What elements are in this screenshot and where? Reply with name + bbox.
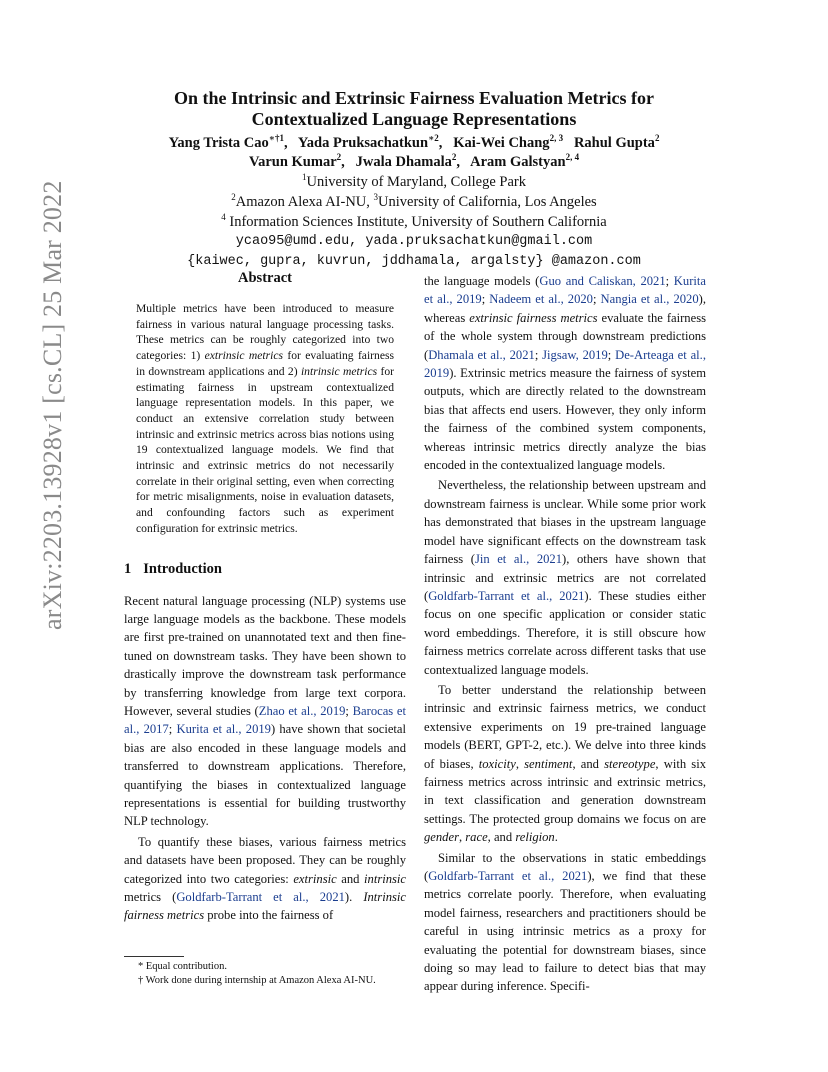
citation-link[interactable]: Jigsaw, 2019 (542, 347, 608, 362)
citation-link[interactable]: De-Arteaga et al., 2019 (424, 347, 706, 381)
citation-link[interactable]: Dhamala et al., 2021 (428, 347, 535, 362)
citation-link[interactable]: Nadeem et al., 2020 (489, 292, 593, 307)
left-column (124, 270, 406, 925)
citation-link[interactable]: Kurita et al., 2019 (424, 274, 706, 307)
author-list (100, 134, 728, 172)
abstract-text: Multiple metrics have been introduced to measure fairness in various natural language processing tasks. These metrics can be roughly categorized into two categories: 1) extrinsic metrics for evaluating fairness in downstream applications and 2) intrinsic metrics for estimating fairness in upstream contextualized language representation models. In this paper, we conduct an extensive correlation study between intrinsic and extrinsic metrics across bias notions using 19 contextualized language models. We find that intrinsic and extrinsic metrics do not necessarily correlate in their original setting, even when correcting for metric misalignments, noise in evaluation datasets, and confounding factors such as experiment configuration for extrinsic metrics. (136, 302, 394, 535)
citation-link[interactable]: Zhao et al., 2019 (258, 703, 346, 718)
email-line-1: ycao95@umd.edu, yada.pruksachatkun@gmail.com (235, 234, 593, 249)
citation-link[interactable]: Nangia et al., 2020 (600, 292, 699, 307)
abstract-heading: Abstract (238, 270, 292, 286)
footnote-1: * Equal contribution. (138, 961, 227, 972)
affiliation-3: $^4$ Information Sciences Institute, University of Southern California (221, 212, 607, 230)
citation-link[interactable]: Guo and Caliskan, 2021 (539, 274, 666, 288)
title-line-1: On the Intrinsic and Extrinsic Fairness Evaluation Metrics for (174, 88, 654, 108)
right-column (424, 272, 706, 996)
authors-line-1: Yang Trista Cao$^{∗\dagger 1}$, Yada Pruksachatkun$^{∗2}$, Kai-Wei Chang$^{2, 3}$ Rahul Gupta$^2$ (168, 133, 660, 151)
arxiv-identifier: arXiv:2203.13928v1 [cs.CL] 25 Mar 2022 (38, 180, 67, 630)
intro-paragraph-4: Nevertheless, the relationship between upstream and downstream fairness is unclear. While some prior work has demonstrated that biases in the upstream language model have significant effects on the downstream task fairness (Jin et al., 2021), others have shown that intrinsic and extrinsic metrics are not correlated (Goldfarb-Tarrant et al., 2021). These studies either focus on one specific application or consider static word embeddings. Therefore, it is still obscure how fairness metrics correlate across different tasks that use contextualized language models. (424, 478, 706, 677)
footnote-divider (124, 956, 184, 957)
authors-line-2: Varun Kumar$^2$, Jwala Dhamala$^2$, Aram Galstyan$^{2, 4}$ (248, 152, 580, 170)
paper-title (100, 88, 728, 130)
intro-paragraph-3: the language models (Guo and Caliskan, 2021; Kurita et al., 2019; Nadeem et al., 2020; Nangia et al., 2020), whereas extrinsic fairness metrics evaluate the fairness of the whole system through downstream predictions (Dhamala et al., 2021; Jigsaw, 2019; De-Arteaga et al., 2019). Extrinsic metrics measure the fairness of system outputs, which are directly related to the downstream bias that affects end users. However, they only inform the fairness of the combined system components, whereas intrinsic metrics directly analyze the bias encoded in the contextualized language models. (424, 274, 707, 473)
email-line-2: {kaiwec, gupra, kuvrun, jddhamala, argalsty} @amazon.com (187, 254, 641, 269)
affiliation-2: $^2$Amazon Alexa AI-NU, $^3$University of California, Los Angeles (231, 192, 597, 210)
section-heading: 1 Introduction (124, 560, 222, 577)
intro-paragraph-2: To quantify these biases, various fairness metrics and datasets have been proposed. They can be roughly categorized into two categories: extrinsic and intrinsic metrics (Goldfarb-Tarrant et al., 2021). Intrinsic fairness metrics probe into the fairness of (124, 834, 407, 923)
title-line-2: Contextualized Language Representations (251, 109, 577, 129)
citation-link[interactable]: Goldfarb-Tarrant et al., 2021 (176, 890, 345, 905)
intro-paragraph-1: Recent natural language processing (NLP) systems use large language models as the backbone. These models are first pre-trained on unannotated text and then fine-tuned on downstream tasks. They have been shown to drastically improve the downstream task performance by transferring knowledge from large text corpora. However, several studies (Zhao et al., 2019; Barocas et al., 2017; Kurita et al., 2019) have shown that societal bias are also encoded in these language models and transferred to downstream applications. Therefore, quantifying the biases in contextualized language representations is essential for building trustworthy NLP technology. (124, 593, 407, 829)
citation-link[interactable]: Goldfarb-Tarrant et al., 2021 (428, 588, 585, 603)
citation-link[interactable]: Kurita et al., 2019 (176, 722, 271, 737)
intro-paragraph-6: Similar to the observations in static embeddings (Goldfarb-Tarrant et al., 2021), we find that these metrics correlate poorly. Therefore, when evaluating model fairness, researchers and practitioners should be careful in using intrinsic metrics as a proxy for evaluating the potential for downstream biases, since doing so may lead to failure to detect bias that may appear during inference. Specifi- (424, 850, 706, 994)
footnotes (124, 956, 406, 988)
affiliation-1: $^1$University of Maryland, College Park (302, 172, 526, 190)
intro-paragraph-5: To better understand the relationship between intrinsic and extrinsic fairness metrics, we conduct extensive experiments on 19 pre-trained language models (BERT, GPT-2, etc.). We delve into three kinds of biases, toxicity, sentiment, and stereotype, with six fairness metrics across intrinsic and extrinsic metrics, in text classification and generation downstream settings. The protected group domains we focus on are gender, race, and religion. (424, 682, 706, 845)
citation-link[interactable]: Goldfarb-Tarrant et al., 2021 (428, 869, 588, 883)
affiliations (100, 172, 728, 272)
citation-link[interactable]: Jin et al., 2021 (474, 552, 563, 567)
citation-link[interactable]: Barocas et al., 2017 (124, 703, 406, 737)
footnote-2: † Work done during internship at Amazon Alexa AI-NU. (138, 975, 376, 986)
